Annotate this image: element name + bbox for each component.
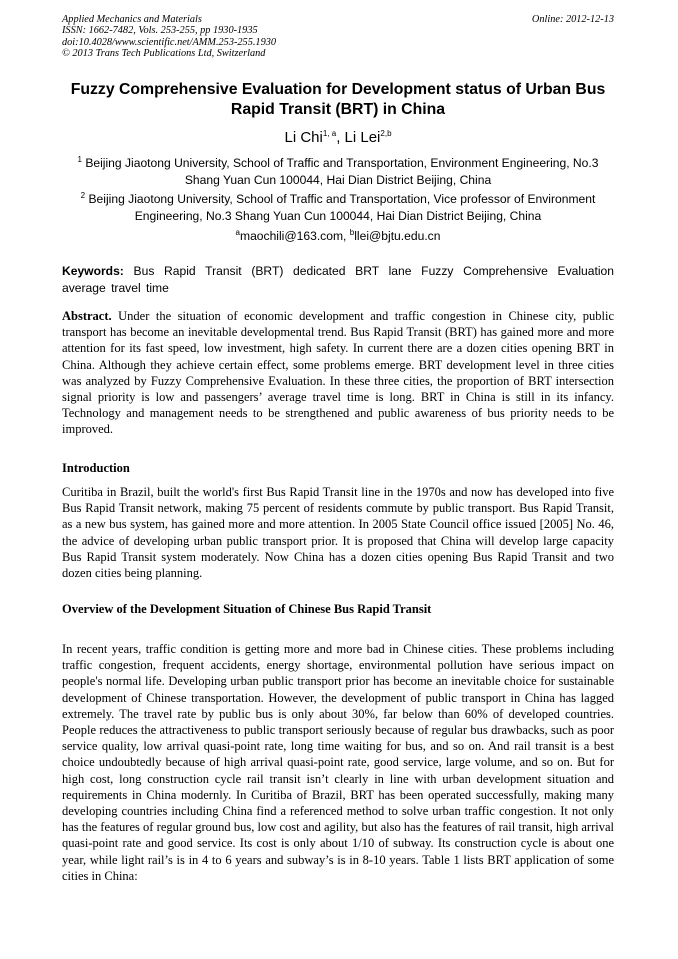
email-a-mark: a: [235, 227, 240, 237]
keywords-label: Keywords:: [62, 264, 124, 278]
author-emails: [62, 228, 614, 245]
email-b-mark: b: [349, 227, 355, 237]
email-b: llei@bjtu.edu.cn: [354, 229, 441, 243]
journal-issn: ISSN: 1662-7482, Vols. 253-255, pp 1930-1935: [62, 25, 258, 37]
author-separator: ,: [336, 129, 345, 146]
author-line: [62, 129, 614, 147]
email-separator: ,: [343, 229, 350, 243]
affiliation-1-number: 1: [77, 154, 82, 164]
journal-doi: doi:10.4028/www.scientific.net/AMM.253-255.1930: [62, 36, 277, 48]
overview-paragraph: In recent years, traffic condition is getting more and more bad in Chinese cities. These problems including traffic congestion, frequent accidents, energy shortage, environmental pollution have serious impact on people's normal life. Developing urban public transport prior has become an inevitable choice for sustainable development of Chinese transportation. However, the development of public transport in China has lagged extremely. The travel rate by public bus is only about 30%, far below than 60% of developed countries. People reduces the attractiveness to public transport seriously because of regular bus drawbacks, such as poor service quality, low arrival quasi-point rate, long time waiting for bus, and so on. And rail transit is a best choice undoubtedly because of high arrival quasi-point rate, good service, large volume, and so on. But for high cost, long construction cycle rail transit isn’t clearly in line with urban development situation and requirements in China modernly. In Curitiba of Brazil, BRT has been operated successfully, making many developing countries including China find a referenced method to solve urban traffic congestion. It not only has the features of regular ground bus, low cost and agility, but also has the features of rail transit, high arrival quasi-point rate and good service. Its cost is only about 1/10 of subway. Its construction cycle is about one year, while light rail’s is in 4 to 6 years and subway’s is in 8-10 years. Table 1 lists BRT application of some cities in China:: [62, 642, 614, 883]
affiliation-1: [62, 155, 614, 188]
author-2: Li Lei: [344, 129, 381, 146]
affiliation-2: [62, 191, 614, 224]
paper-title: Fuzzy Comprehensive Evaluation for Development status of Urban Bus Rapid Transit (BRT) in China: [70, 81, 606, 118]
author-1-affiliation-mark: 1, a: [322, 129, 337, 138]
introduction-heading: Introduction: [62, 461, 130, 475]
author-2-affiliation-mark: 2,b: [380, 129, 392, 138]
keywords-text: Bus Rapid Transit (BRT) dedicated BRT lane Fuzzy Comprehensive Evaluation average travel time: [62, 264, 614, 295]
online-date: Online: 2012-12-13: [531, 14, 614, 25]
abstract: [62, 308, 614, 438]
affiliation-2-text: Beijing Jiaotong University, School of Traffic and Transportation, Vice professor of Environment Engineering, No.3 Shang Yuan Cun 100044, Hai Dian District Beijing, China: [88, 192, 596, 223]
introduction-paragraph: Curitiba in Brazil, built the world's first Bus Rapid Transit line in the 1970s and now has developed into five Bus Rapid Transit network, making 75 percent of residents commute by public transport. Bus Rapid Transit, as a new bus system, has gained more and more attention. In 2005 State Council office issued [2005] No. 46, the advice of developing urban public transport prior. It is proposed that China will develop large capacity Bus Rapid Transit system moderately. Now China has a dozen cities opening Bus Rapid Transit and two dozen cities being planning.: [62, 485, 614, 581]
abstract-text: Under the situation of economic development and traffic congestion in Chinese city, public transport has become an inevitable developmental trend. Bus Rapid Transit (BRT) has gained more and more attention for its fast speed, low investment, high safety. In current there are a dozen cities opening BRT in China. Although they achieve certain effect, some problems emerge. BRT development level in three cities was analyzed by Fuzzy Comprehensive Evaluation. In these three cities, the proportion of BRT intersection signal priority is low and passengers’ average travel time is long. BRT in China is still in its infancy. Technology and management needs to be strengthened and public awareness of bus priority needs to be improved.: [62, 309, 615, 437]
affiliation-1-text: Beijing Jiaotong University, School of Traffic and Transportation, Environment Engineering, No.3 Shang Yuan Cun 100044, Hai Dian District Beijing, China: [85, 156, 599, 187]
abstract-label: Abstract.: [62, 309, 112, 323]
journal-name: Applied Mechanics and Materials: [62, 14, 202, 25]
email-a: maochili@163.com: [240, 229, 344, 243]
author-1: Li Chi: [284, 129, 323, 146]
journal-copyright: © 2013 Trans Tech Publications Ltd, Switzerland: [62, 47, 266, 59]
journal-header: [62, 14, 614, 59]
overview-heading: Overview of the Development Situation of Chinese Bus Rapid Transit: [62, 602, 432, 616]
affiliation-2-number: 2: [80, 190, 86, 200]
keywords: [62, 263, 614, 296]
